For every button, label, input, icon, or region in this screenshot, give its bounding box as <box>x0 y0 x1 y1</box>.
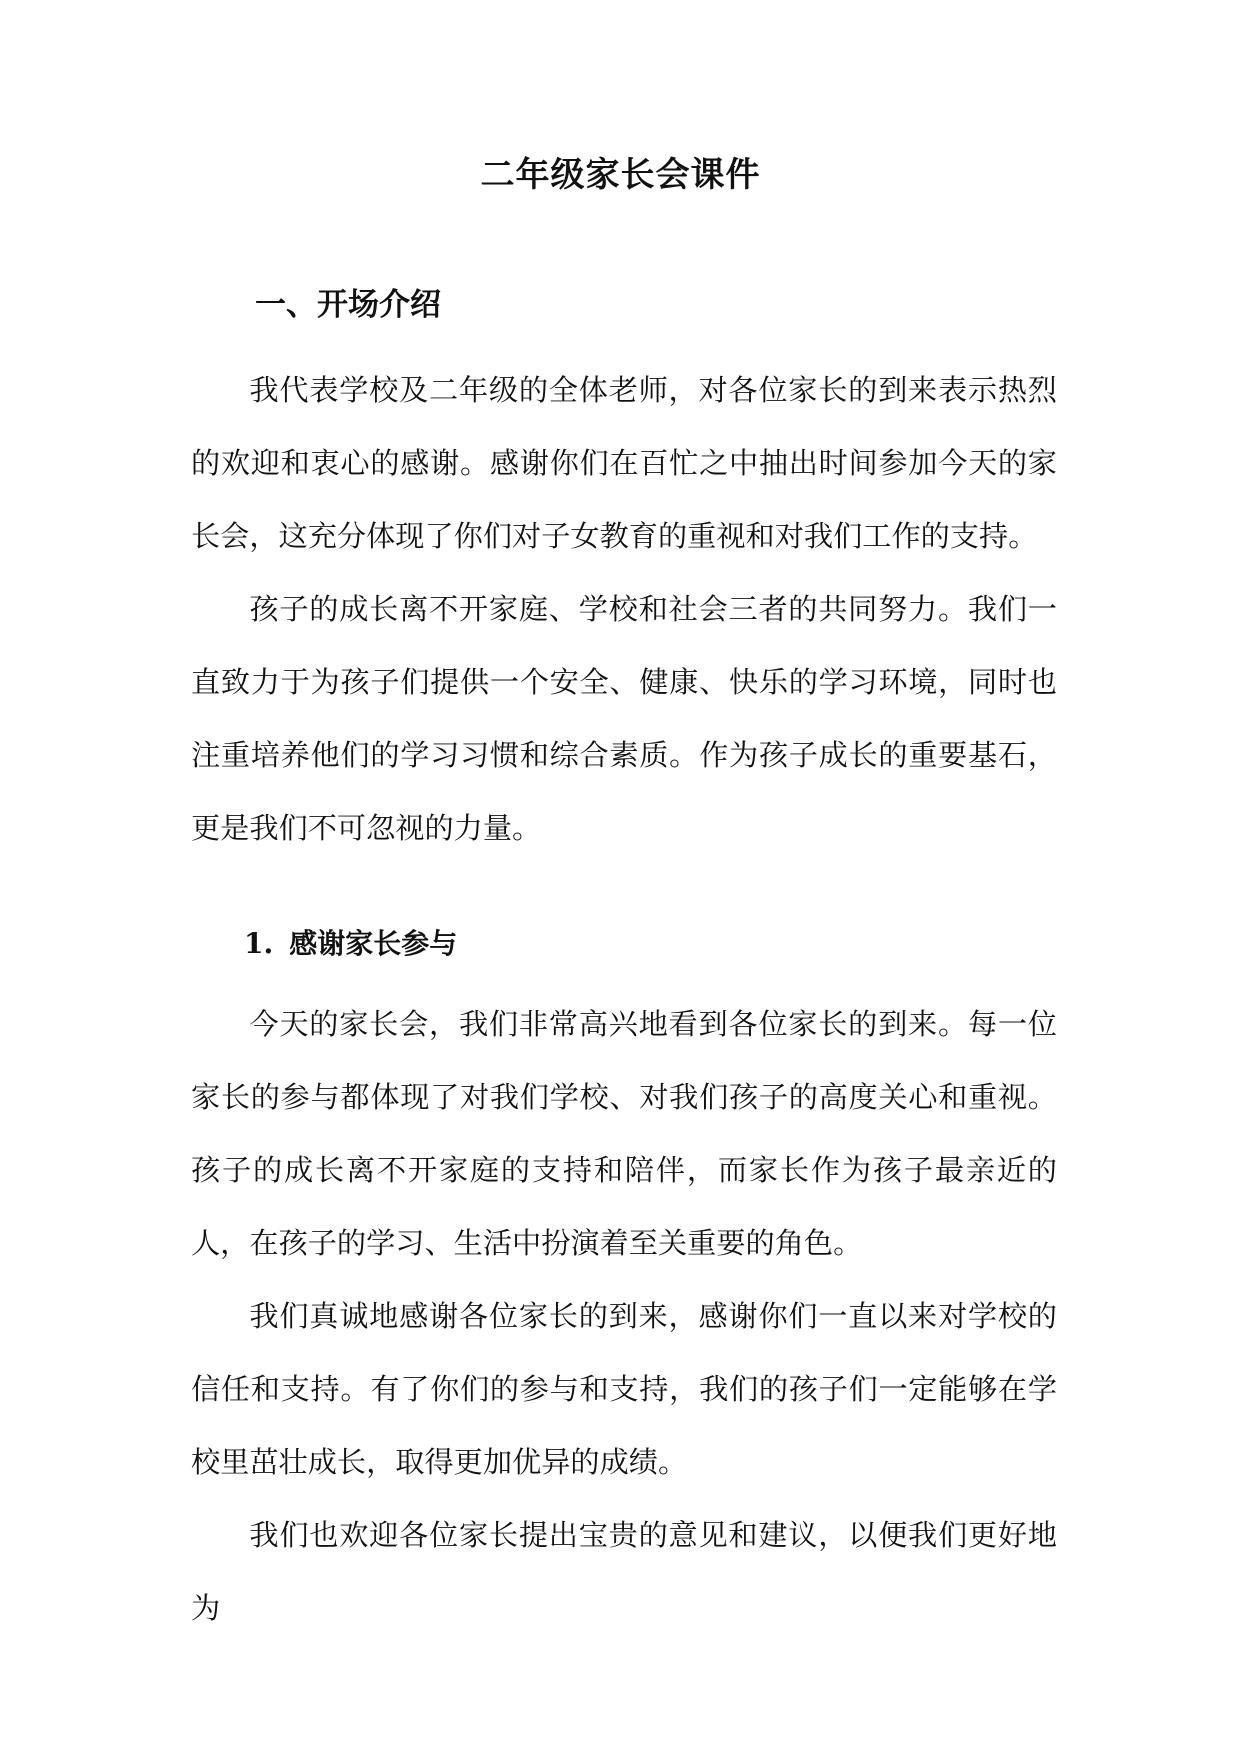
subsection-title: 感谢家长参与 <box>289 927 458 960</box>
section-body <box>191 354 1057 865</box>
paragraph: 我们也欢迎各位家长提出宝贵的意见和建议，以便我们更好地为 <box>191 1518 1057 1625</box>
section-heading: 一、开场介绍 <box>255 287 441 323</box>
subsection-heading <box>244 924 457 964</box>
document-title: 二年级家长会课件 <box>480 155 761 195</box>
paragraph: 今天的家长会，我们非常高兴地看到各位家长的到来。每一位家长的参与都体现了对我们学校、对我们孩子的高度关心和重视。孩子的成长离不开家庭的支持和陪伴，而家长作为孩子最亲近的人，在孩子的学习、生活中扮演着至关重要的角色。 <box>191 1007 1057 1260</box>
paragraph: 孩子的成长离不开家庭、学校和社会三者的共同努力。我们一直致力于为孩子们提供一个安全、健康、快乐的学习环境，同时也注重培养他们的学习习惯和综合素质。作为孩子成长的重要基石，更是我们不可忽视的力量。 <box>191 592 1057 845</box>
paragraph: 我们真诚地感谢各位家长的到来，感谢你们一直以来对学校的信任和支持。有了你们的参与和支持，我们的孩子们一定能够在学校里茁壮成长，取得更加优异的成绩。 <box>191 1299 1057 1479</box>
subsection-number: 1. <box>244 927 274 960</box>
subsection-body <box>191 988 1057 1645</box>
paragraph: 我代表学校及二年级的全体老师，对各位家长的到来表示热烈的欢迎和衷心的感谢。感谢你们在百忙之中抽出时间参加今天的家长会，这充分体现了你们对子女教育的重视和对我们工作的支持。 <box>191 373 1057 553</box>
